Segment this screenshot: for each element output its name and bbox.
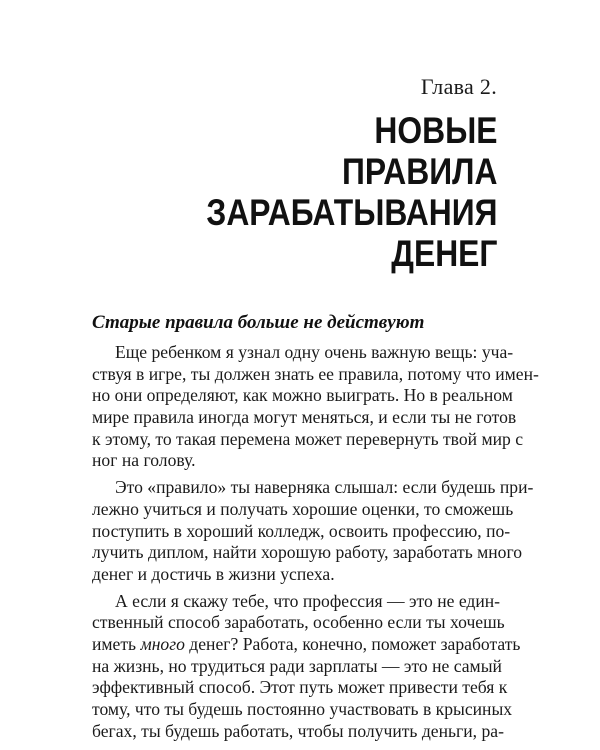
text-line: поступить в хороший колледж, освоить профессию, по- bbox=[92, 520, 511, 541]
text-line: бегах, ты будешь работать, чтобы получить деньги, ра- bbox=[92, 720, 504, 741]
body-text bbox=[92, 342, 539, 747]
chapter-title-line-2: ПРАВИЛА bbox=[341, 151, 497, 192]
text-line: ног на голову. bbox=[92, 450, 196, 471]
chapter-header bbox=[159, 74, 497, 274]
chapter-title-line-3: ЗАРАБАТЫВАНИЯ bbox=[205, 192, 497, 233]
text-segment: иметь bbox=[92, 633, 141, 654]
chapter-label: Глава 2. bbox=[420, 74, 497, 99]
emphasis-word: много bbox=[140, 633, 185, 654]
text-line: лежно учиться и получать хорошие оценки, то сможешь bbox=[92, 498, 514, 519]
text-line-mixed bbox=[92, 633, 521, 656]
paragraph-3 bbox=[92, 590, 521, 743]
text-line: на жизнь, но трудиться ради зарплаты — это не самый bbox=[92, 655, 502, 676]
text-line: ственный способ заработать, особенно если ты хочешь bbox=[92, 612, 505, 633]
text-line: Это «правило» ты наверняка слышал: если будешь при- bbox=[115, 477, 534, 498]
text-line: А если я скажу тебе, что профессия — это не един- bbox=[115, 590, 501, 611]
text-line: тому, что ты будешь постоянно участвовать в крысиных bbox=[92, 699, 513, 719]
text-line: ствуя в игре, ты должен знать ее правила, потому что имен- bbox=[92, 363, 539, 384]
section-heading: Старые правила больше не действуют bbox=[92, 312, 425, 333]
text-line: эффективный способ. Этот путь может привести тебя к bbox=[92, 677, 508, 698]
text-line: Еще ребенком я узнал одну очень важную вещь: уча- bbox=[115, 342, 514, 362]
chapter-title-line-4: ДЕНЕГ bbox=[390, 233, 497, 274]
paragraph-2 bbox=[92, 477, 534, 585]
text-segment: денег? Работа, конечно, поможет заработать bbox=[184, 633, 521, 654]
text-line: к этому, то такая перемена может перевернуть твой мир с bbox=[92, 428, 524, 449]
chapter-title-line-1: НОВЫЕ bbox=[373, 110, 497, 151]
text-line: мире правила иногда могут меняться, и если ты не готов bbox=[92, 407, 517, 428]
text-line: но они определяют, как можно выиграть. Но в реальном bbox=[92, 385, 513, 406]
text-line: денег и достичь в жизни успеха. bbox=[92, 563, 335, 584]
text-line: лучить диплом, найти хорошую работу, заработать много bbox=[92, 542, 523, 563]
paragraph-1 bbox=[92, 342, 539, 472]
